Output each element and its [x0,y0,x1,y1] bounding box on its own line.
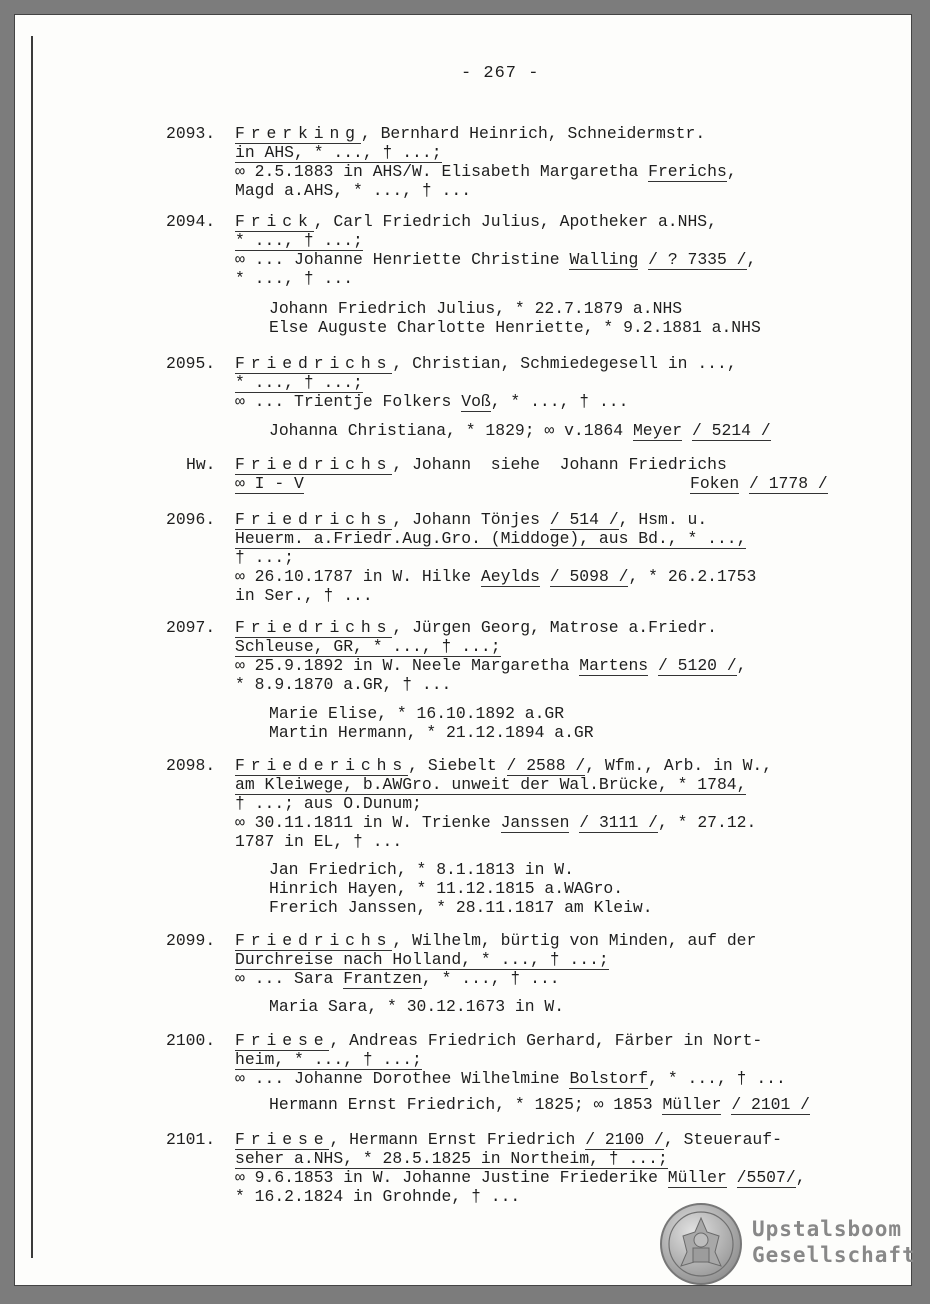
entry-text: ∞ ... Johanne Dorothee Wilhelmine [235,1069,570,1088]
entry-text: , Johann siehe Johann Friedrichs [392,455,727,474]
child-line: Martin Hermann, * 21.12.1894 a.GR [269,723,594,742]
entry-text: , Andreas Friedrich Gerhard, Färber in Nort- [329,1031,763,1050]
entry-text: , Wfm., Arb. in W., [585,756,773,775]
entry-number: 2093. [166,124,216,143]
reference-number: / ? 7335 / [648,250,747,269]
entry-number: 2099. [166,931,216,950]
entry-text: Schleuse, GR, * ..., † ...; [235,637,501,656]
entry-text: heim, * ..., † ...; [235,1050,422,1069]
entry-surname: Friedrichs [235,455,393,474]
reference-number: / 2101 / [731,1095,811,1114]
reference-number: / 1778 / [749,474,828,493]
entry-text: ∞ ... Trientje Folkers [235,392,462,411]
reference-number: /5507/ [736,1168,796,1187]
reference-number: / 514 / [549,510,619,529]
reference-number: / 5098 / [549,567,629,586]
entry-text: , Christian, Schmiedegesell in ..., [392,354,737,373]
entry-text: 1787 in EL, † ... [235,832,403,851]
page-number: - 267 - [461,64,540,83]
spouse-surname: Martens [579,656,649,675]
logo-line: Gesellschaft [752,1243,916,1267]
entry-text: , * ..., † ... [421,969,560,988]
reference-number: / 3111 / [579,813,658,832]
entry-surname: Friedrichs [235,354,393,373]
entry-number: 2094. [166,212,216,231]
entry-text: Heuerm. a.Friedr.Aug.Gro. (Middoge), aus Bd., * ..., [235,529,747,548]
entry-surname: Friederichs [235,756,409,775]
entry-number: 2101. [166,1130,216,1149]
entry-text: , [795,1168,806,1187]
spouse-surname: Frantzen [343,969,422,988]
spouse-surname: Walling [569,250,639,269]
child-line: Johanna Christiana, * 1829; ∞ v.1864 [269,421,633,440]
document-page: - 267 - 2093. Frerking, Bernhard Heinrich, Schneidermstr. in AHS, * ..., † ...; ∞ 2.5.1883 in AHS/W. Elisabeth Margaretha Frerichs, Magd a.AHS, * ..., † ... 2094. Frick, Carl Friedrich Julius, Apotheker a.NHS, * ..., † ...; ∞ ... Johanne Henriette Christine Walling / ? 7335 /, * ..., † ... Johann Friedrich Julius, * 22.7.1879 a.NHS Else Auguste Charlotte Henriette, * 9.2.1881 a.NHS 2095. Friedrichs, Christian, Schmiedegesell in ..., * ..., † ...; ∞ ... Trientje Folkers Voß, * ..., † ... Johanna Christiana, * 1829; ∞ v.1864 Meyer / 5214 / Hw. Friedrichs, Johann siehe Johann Friedrichs ∞ I - V Foken / 1778 / 2096. Friedrichs, Johann Tönjes / 514 /, Hsm. u. Heuerm. a.Friedr.Aug.Gro. (Middoge), aus Bd., * ..., † ...; ∞ 26.10.1787 in W. Hilke Aeylds / 5098 /, * 26.2.1753 in Ser., † ... 2097. Friedrichs, Jürgen Georg, Matrose a.Friedr. Schleuse, GR, * ..., † ...; ∞ 25.9.1892 in W. Neele Margaretha Martens / 5120 /, * 8.9.1870 a.GR, † ... Marie Elise, * 16.10.1892 a.GR Martin Hermann, * 21.12.1894 a.GR 2098. Friederichs, Siebelt / 2588 /, Wfm., Arb. in W., am Kleiwege, b.AWGro. unweit der Wal.Brücke, * 1784, † ...; aus O.Dunum; ∞ 30.11.1811 in W. Trienke Janssen / 3111 /, * 27.12. 1787 in EL, † ... Jan Friedrich, * 8.1.1813 in W. Hinrich Hayen, * 11.12.1815 a.WAGro. Frerich Janssen, * 28.11.1817 am Kleiw. 2099. Friedrichs, Wilhelm, bürtig von Minden, auf der Durchreise nach Holland, * ..., † ...; ∞ ... Sara Frantzen, * ..., † ... Maria Sara, * 30.12.1673 in W. 2100. Friese, Andreas Friedrich Gerhard, Färber in Nort- heim, * ..., † ...; ∞ ... Johanne Dorothee Wilhelmine Bolstorf, * ..., † ... Hermann Ernst Friedrich, * 1825; ∞ 1853 Müller / 2101 / 2101. Friese, Hermann Ernst Friedrich / 2100 /, Steuerauf- seher a.NHS, * 28.5.1825 in Northeim, † ...; ∞ 9.6.1853 in W. Johanne Justine Friederike Müller /5507/, * 16.2.1824 in Grohnde, † ... Upstalsboom Gesellschaft [14,14,912,1286]
entry-text: * ..., † ... [235,269,354,288]
entry-text: , * ..., † ... [490,392,629,411]
entry-surname: Friese [235,1130,330,1149]
spouse-surname: Müller [667,1168,727,1187]
entry-surname: Friese [235,1031,330,1050]
entry-text: † ...; [235,548,295,567]
entry-text: , [736,656,747,675]
logo-line: Upstalsboom [752,1217,903,1241]
entry-text: , Siebelt [408,756,507,775]
child-line: Hermann Ernst Friedrich, * 1825; ∞ 1853 [269,1095,663,1114]
entry-surname: Friedrichs [235,931,393,950]
entry-text: , Hsm. u. [618,510,708,529]
child-line: Marie Elise, * 16.10.1892 a.GR [269,704,565,723]
reference-number: / 5120 / [657,656,737,675]
entry-text: ∞ 25.9.1892 in W. Neele Margaretha [235,656,580,675]
reference-number: / 2100 / [585,1130,664,1149]
child-line: Maria Sara, * 30.12.1673 in W. [269,997,565,1016]
entry-text: Durchreise nach Holland, * ..., † ...; [235,950,609,969]
entry-text: Magd a.AHS, * ..., † ... [235,181,472,200]
see-surname: Foken [690,474,740,493]
spouse-surname: Janssen [500,813,570,832]
marriage-line: ∞ 2.5.1883 in AHS/W. Elisabeth Margaretha Frerichs, [235,162,737,181]
entry-text: , Wilhelm, bürtig von Minden, auf der [392,931,757,950]
entry-text: * 8.9.1870 a.GR, † ... [235,675,452,694]
entry-text: , Bernhard Heinrich, Schneidermstr. [360,124,706,143]
entry-text: am Kleiwege, b.AWGro. unweit der Wal.Brücke, * 1784, [235,775,747,794]
entry-number: 2098. [166,756,216,775]
entry-text: ∞ ... Sara [235,969,344,988]
entry-number: Hw. [186,455,216,474]
entry-number: 2096. [166,510,216,529]
entry-surname: Frick [235,212,314,231]
entry-text: ∞ 26.10.1787 in W. Hilke [235,567,481,586]
entry-text: , Carl Friedrich Julius, Apotheker a.NHS, [313,212,717,231]
entry-text: , Steuerauf- [663,1130,782,1149]
entry-text: ∞ I - V [235,474,304,493]
reference-number: / 2588 / [506,756,586,775]
entry-surname: Friedrichs [235,510,393,529]
entry-text: in AHS, * ..., † ...; [235,143,442,162]
child-line: Jan Friedrich, * 8.1.1813 in W. [269,860,574,879]
entry-text: * ..., † ...; [235,231,363,250]
entry-text: ∞ 30.11.1811 in W. Trienke [235,813,501,832]
entry-text: , * 27.12. [657,813,757,832]
entry-text: , Johann Tönjes [392,510,550,529]
entry-text: , * ..., † ... [648,1069,786,1088]
child-spouse-surname: Meyer [632,421,683,440]
spouse-surname: Aeylds [480,567,540,586]
entry-text: * 16.2.1824 in Grohnde, † ... [235,1187,521,1206]
entry-surname: Frerking [235,124,361,143]
entry-text: , Hermann Ernst Friedrich [329,1130,586,1149]
child-line: Hinrich Hayen, * 11.12.1815 a.WAGro. [269,879,624,898]
entry-text: , * 26.2.1753 [628,567,757,586]
entry-number: 2095. [166,354,216,373]
child-spouse-surname: Müller [662,1095,722,1114]
entry-number: 2097. [166,618,216,637]
entry-text: † ...; aus O.Dunum; [235,794,422,813]
society-seal-icon [659,1202,743,1286]
entry-text: * ..., † ...; [235,373,363,392]
society-logo-text [752,1216,916,1268]
entry-text: ∞ ... Johanne Henriette Christine [235,250,570,269]
entry-text: ∞ 9.6.1853 in W. Johanne Justine Friederike [235,1168,668,1187]
entry-number: 2100. [166,1031,216,1050]
entry-text: seher a.NHS, * 28.5.1825 in Northeim, † ...; [235,1149,668,1168]
spouse-surname: Bolstorf [569,1069,649,1088]
spouse-surname: Frerichs [648,162,727,181]
child-line: Frerich Janssen, * 28.11.1817 am Kleiw. [269,898,653,917]
spouse-surname: Voß [461,392,491,411]
child-line: Else Auguste Charlotte Henriette, * 9.2.1881 a.NHS [269,318,761,337]
entry-surname: Friedrichs [235,618,393,637]
child-line: Johann Friedrich Julius, * 22.7.1879 a.NHS [269,299,683,318]
entry-text: in Ser., † ... [235,586,373,605]
entry-text: , Jürgen Georg, Matrose a.Friedr. [392,618,717,637]
reference-number: / 5214 / [691,421,771,440]
binding-line [31,36,33,1258]
